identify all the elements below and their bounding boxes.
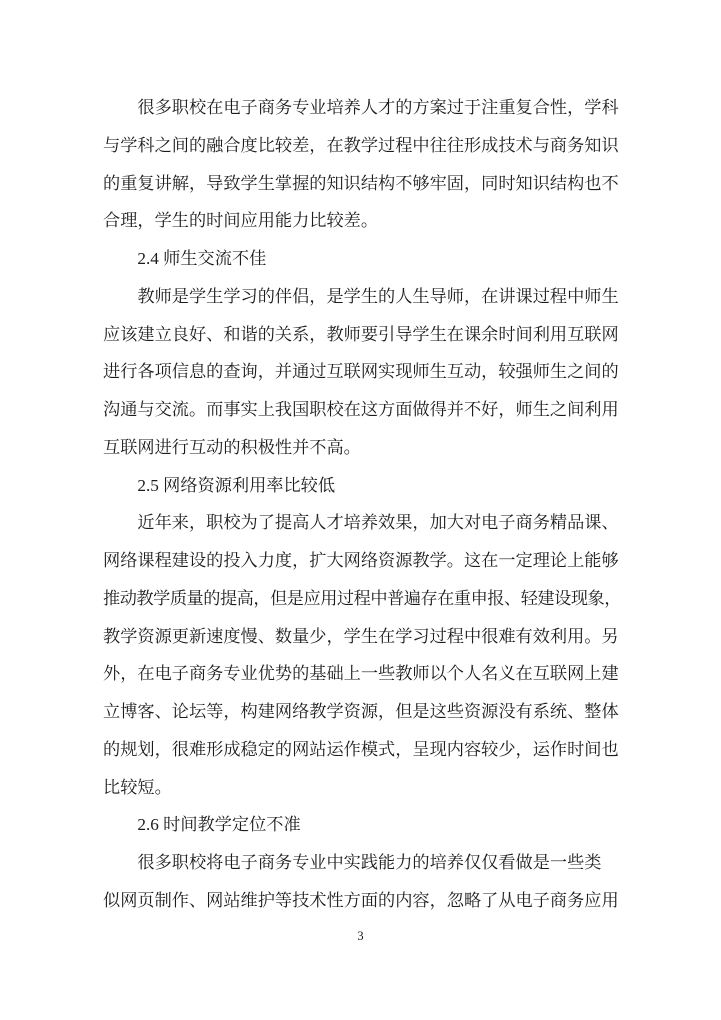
paragraph-line: 应该建立良好、和谐的关系，教师要引导学生在课余时间利用互联网 (103, 324, 619, 344)
page-number: 3 (357, 929, 364, 943)
paragraph-line: 立博客、论坛等，构建网络教学资源，但是这些资源没有系统、整体 (103, 702, 619, 721)
document-body (103, 89, 621, 920)
section-heading-line: 2.4 师生交流不佳 (137, 249, 267, 268)
paragraph-line: 教学资源更新速度慢、数量少，学生在学习过程中很难有效利用。另 (103, 626, 619, 646)
paragraph-line: 进行各项信息的查询，并通过互联网实现师生互动，较强师生之间的 (103, 362, 619, 382)
paragraph-line: 外，在电子商务专业优势的基础上一些教师以个人名义在互联网上建 (103, 664, 619, 684)
paragraph-line: 似网页制作、网站维护等技术性方面的内容，忽略了从电子商务应用 (103, 890, 619, 910)
paragraph-line: 的重复讲解，导致学生掌握的知识结构不够牢固，同时知识结构也不 (103, 173, 619, 193)
paragraph-line: 推动教学质量的提高，但是应用过程中普遍存在重申报、轻建设现象， (103, 588, 621, 608)
section-heading-line: 2.6 时间教学定位不准 (137, 815, 301, 835)
paragraph-line: 教师是学生学习的伴侣，是学生的人生导师，在讲课过程中师生 (137, 286, 619, 306)
paragraph-line: 与学科之间的融合度比较差，在教学过程中往往形成技术与商务知识 (103, 135, 619, 155)
paragraph-line: 互联网进行互动的积极性并不高。 (103, 437, 361, 457)
paragraph-line: 很多职校在电子商务专业培养人才的方案过于注重复合性，学科 (137, 98, 619, 117)
paragraph-line: 沟通与交流。而事实上我国职校在这方面做得并不好，师生之间利用 (103, 400, 619, 419)
paragraph-line: 网络课程建设的投入力度，扩大网络资源教学。这在一定理论上能够 (103, 551, 619, 570)
paragraph-line: 很多职校将电子商务专业中实践能力的培养仅仅看做是一些类 (137, 853, 602, 872)
section-heading-line: 2.5 网络资源利用率比较低 (137, 475, 336, 495)
paragraph-line: 比较短。 (103, 777, 172, 797)
paragraph-line: 的规划，很难形成稳定的网站运作模式，呈现内容较少，运作时间也 (103, 739, 619, 759)
paragraph-line: 合理，学生的时间应用能力比较差。 (103, 211, 379, 231)
paragraph-line: 近年来，职校为了提高人才培养效果，加大对电子商务精品课、 (137, 513, 619, 533)
